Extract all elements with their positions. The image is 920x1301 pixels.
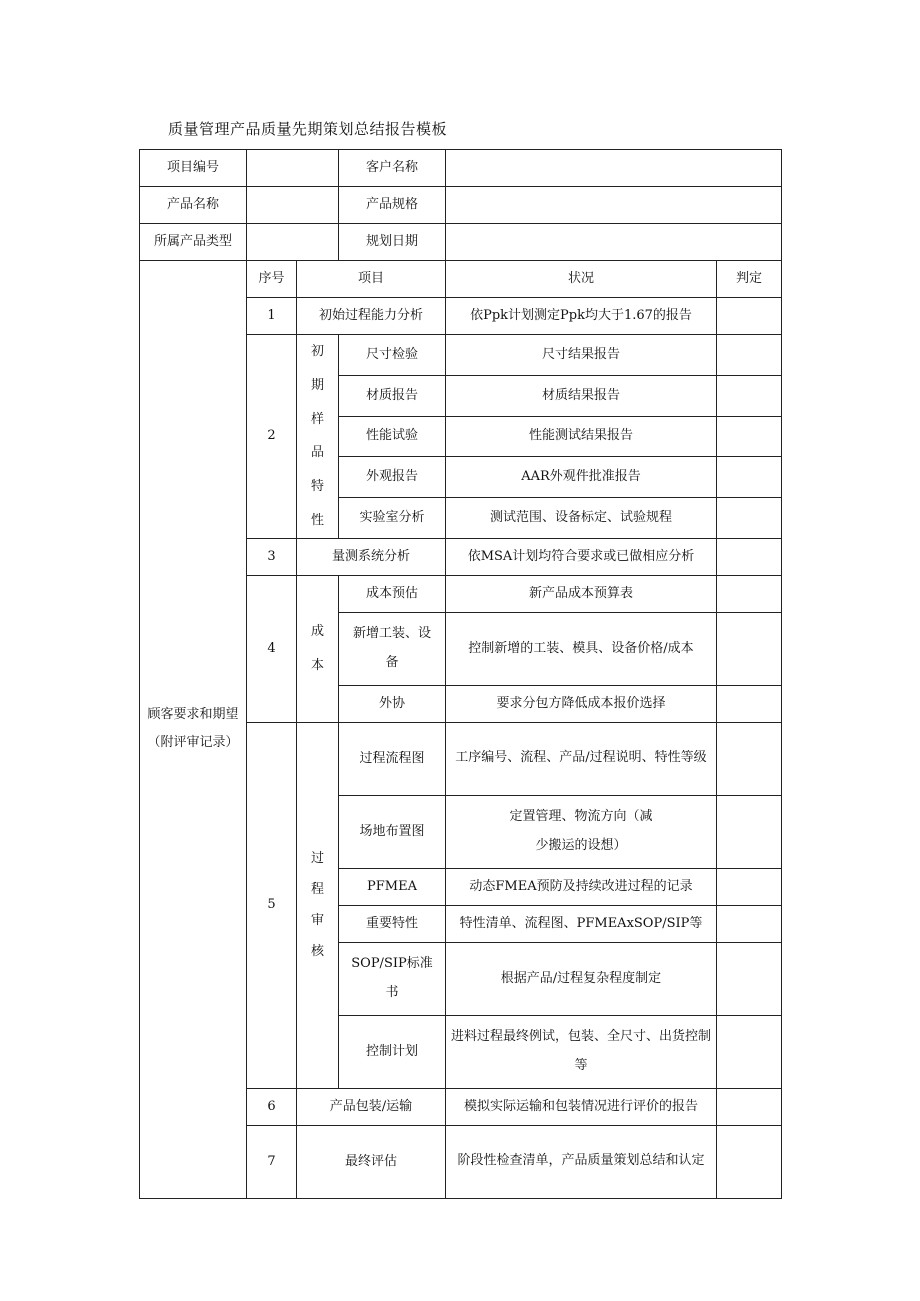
header-status: 状况 — [446, 261, 717, 298]
sub-item: 成本预估 — [339, 575, 446, 612]
sub-status: 进料过程最终例试，包装、全尺寸、出货控制等 — [446, 1015, 717, 1088]
sub-item: 性能试验 — [339, 416, 446, 457]
row-judge[interactable] — [717, 795, 782, 868]
sub-status: 测试范围、设备标定、试验规程 — [446, 498, 717, 539]
row-number: 4 — [247, 575, 297, 722]
header-seq: 序号 — [247, 261, 297, 298]
product-spec-value[interactable] — [446, 187, 782, 224]
sub-status: 性能测试结果报告 — [446, 416, 717, 457]
row-judge[interactable] — [717, 685, 782, 722]
row-judge[interactable] — [717, 498, 782, 539]
row-judge[interactable] — [717, 905, 782, 942]
sub-item: 控制计划 — [339, 1015, 446, 1088]
sub-item: 外观报告 — [339, 457, 446, 498]
row-item: 量测系统分析 — [297, 538, 446, 575]
row-judge[interactable] — [717, 457, 782, 498]
customer-label: 客户名称 — [339, 150, 446, 187]
row-item: 初始过程能力分析 — [297, 298, 446, 335]
row-number: 6 — [247, 1088, 297, 1125]
product-name-label: 产品名称 — [140, 187, 247, 224]
sub-item: 实验室分析 — [339, 498, 446, 539]
project-no-label: 项目编号 — [140, 150, 247, 187]
product-name-value[interactable] — [247, 187, 339, 224]
apqp-summary-table — [139, 149, 782, 1199]
sub-item: 过程流程图 — [339, 722, 446, 795]
row-number: 2 — [247, 335, 297, 539]
row-group: 初期样品特性 — [297, 335, 339, 539]
sub-status: 新产品成本预算表 — [446, 575, 717, 612]
row-judge[interactable] — [717, 868, 782, 905]
row-number: 1 — [247, 298, 297, 335]
row-item: 最终评估 — [297, 1125, 446, 1198]
header-item: 项目 — [297, 261, 446, 298]
row-judge[interactable] — [717, 375, 782, 416]
sub-item: 外协 — [339, 685, 446, 722]
row-number: 3 — [247, 538, 297, 575]
customer-value[interactable] — [446, 150, 782, 187]
sub-item: 场地布置图 — [339, 795, 446, 868]
table-header-row — [140, 261, 782, 298]
page-title: 质量管理产品质量先期策划总结报告模板 — [168, 120, 448, 138]
sub-item: 材质报告 — [339, 375, 446, 416]
sub-status: 尺寸结果报告 — [446, 335, 717, 376]
plan-date-label: 规划日期 — [339, 224, 446, 261]
sub-item: 新增工装、设备 — [339, 612, 446, 685]
row-status: 依MSA计划均符合要求或已做相应分析 — [446, 538, 717, 575]
sub-status: 动态FMEA预防及持续改进过程的记录 — [446, 868, 717, 905]
sub-item: 尺寸检验 — [339, 335, 446, 376]
info-row-1 — [140, 150, 782, 187]
row-number: 5 — [247, 722, 297, 1088]
row-judge[interactable] — [717, 1015, 782, 1088]
row-judge[interactable] — [717, 416, 782, 457]
side-label: 顾客要求和期望（附评审记录） — [140, 261, 247, 1199]
info-row-2 — [140, 187, 782, 224]
category-label: 所属产品类型 — [140, 224, 247, 261]
row-judge[interactable] — [717, 942, 782, 1015]
info-row-3 — [140, 224, 782, 261]
product-spec-label: 产品规格 — [339, 187, 446, 224]
sub-item: SOP/SIP标准书 — [339, 942, 446, 1015]
row-judge[interactable] — [717, 575, 782, 612]
header-judge: 判定 — [717, 261, 782, 298]
row-number: 7 — [247, 1125, 297, 1198]
sub-status: 工序编号、流程、产品/过程说明、特性等级 — [446, 722, 717, 795]
row-judge[interactable] — [717, 298, 782, 335]
row-item: 产品包装/运输 — [297, 1088, 446, 1125]
sub-item: PFMEA — [339, 868, 446, 905]
row-status: 模拟实际运输和包装情况进行评价的报告 — [446, 1088, 717, 1125]
sub-status: 控制新增的工装、模具、设备价格/成本 — [446, 612, 717, 685]
row-judge[interactable] — [717, 722, 782, 795]
sub-status: 根据产品/过程复杂程度制定 — [446, 942, 717, 1015]
row-judge[interactable] — [717, 1088, 782, 1125]
row-status: 阶段性检查清单，产品质量策划总结和认定 — [446, 1125, 717, 1198]
row-group: 过程审核 — [297, 722, 339, 1088]
row-status: 依Ppk计划测定Ppk均大于1.67的报告 — [446, 298, 717, 335]
sub-status: 要求分包方降低成本报价选择 — [446, 685, 717, 722]
row-judge[interactable] — [717, 1125, 782, 1198]
row-judge[interactable] — [717, 612, 782, 685]
sub-item: 重要特性 — [339, 905, 446, 942]
row-judge[interactable] — [717, 538, 782, 575]
sub-status: 特性清单、流程图、PFMEAxSOP/SIP等 — [446, 905, 717, 942]
project-no-value[interactable] — [247, 150, 339, 187]
category-value[interactable] — [247, 224, 339, 261]
plan-date-value[interactable] — [446, 224, 782, 261]
sub-status: AAR外观件批准报告 — [446, 457, 717, 498]
row-group: 成本 — [297, 575, 339, 722]
row-judge[interactable] — [717, 335, 782, 376]
sub-status: 材质结果报告 — [446, 375, 717, 416]
sub-status: 定置管理、物流方向（减少搬运的设想） — [446, 795, 717, 868]
